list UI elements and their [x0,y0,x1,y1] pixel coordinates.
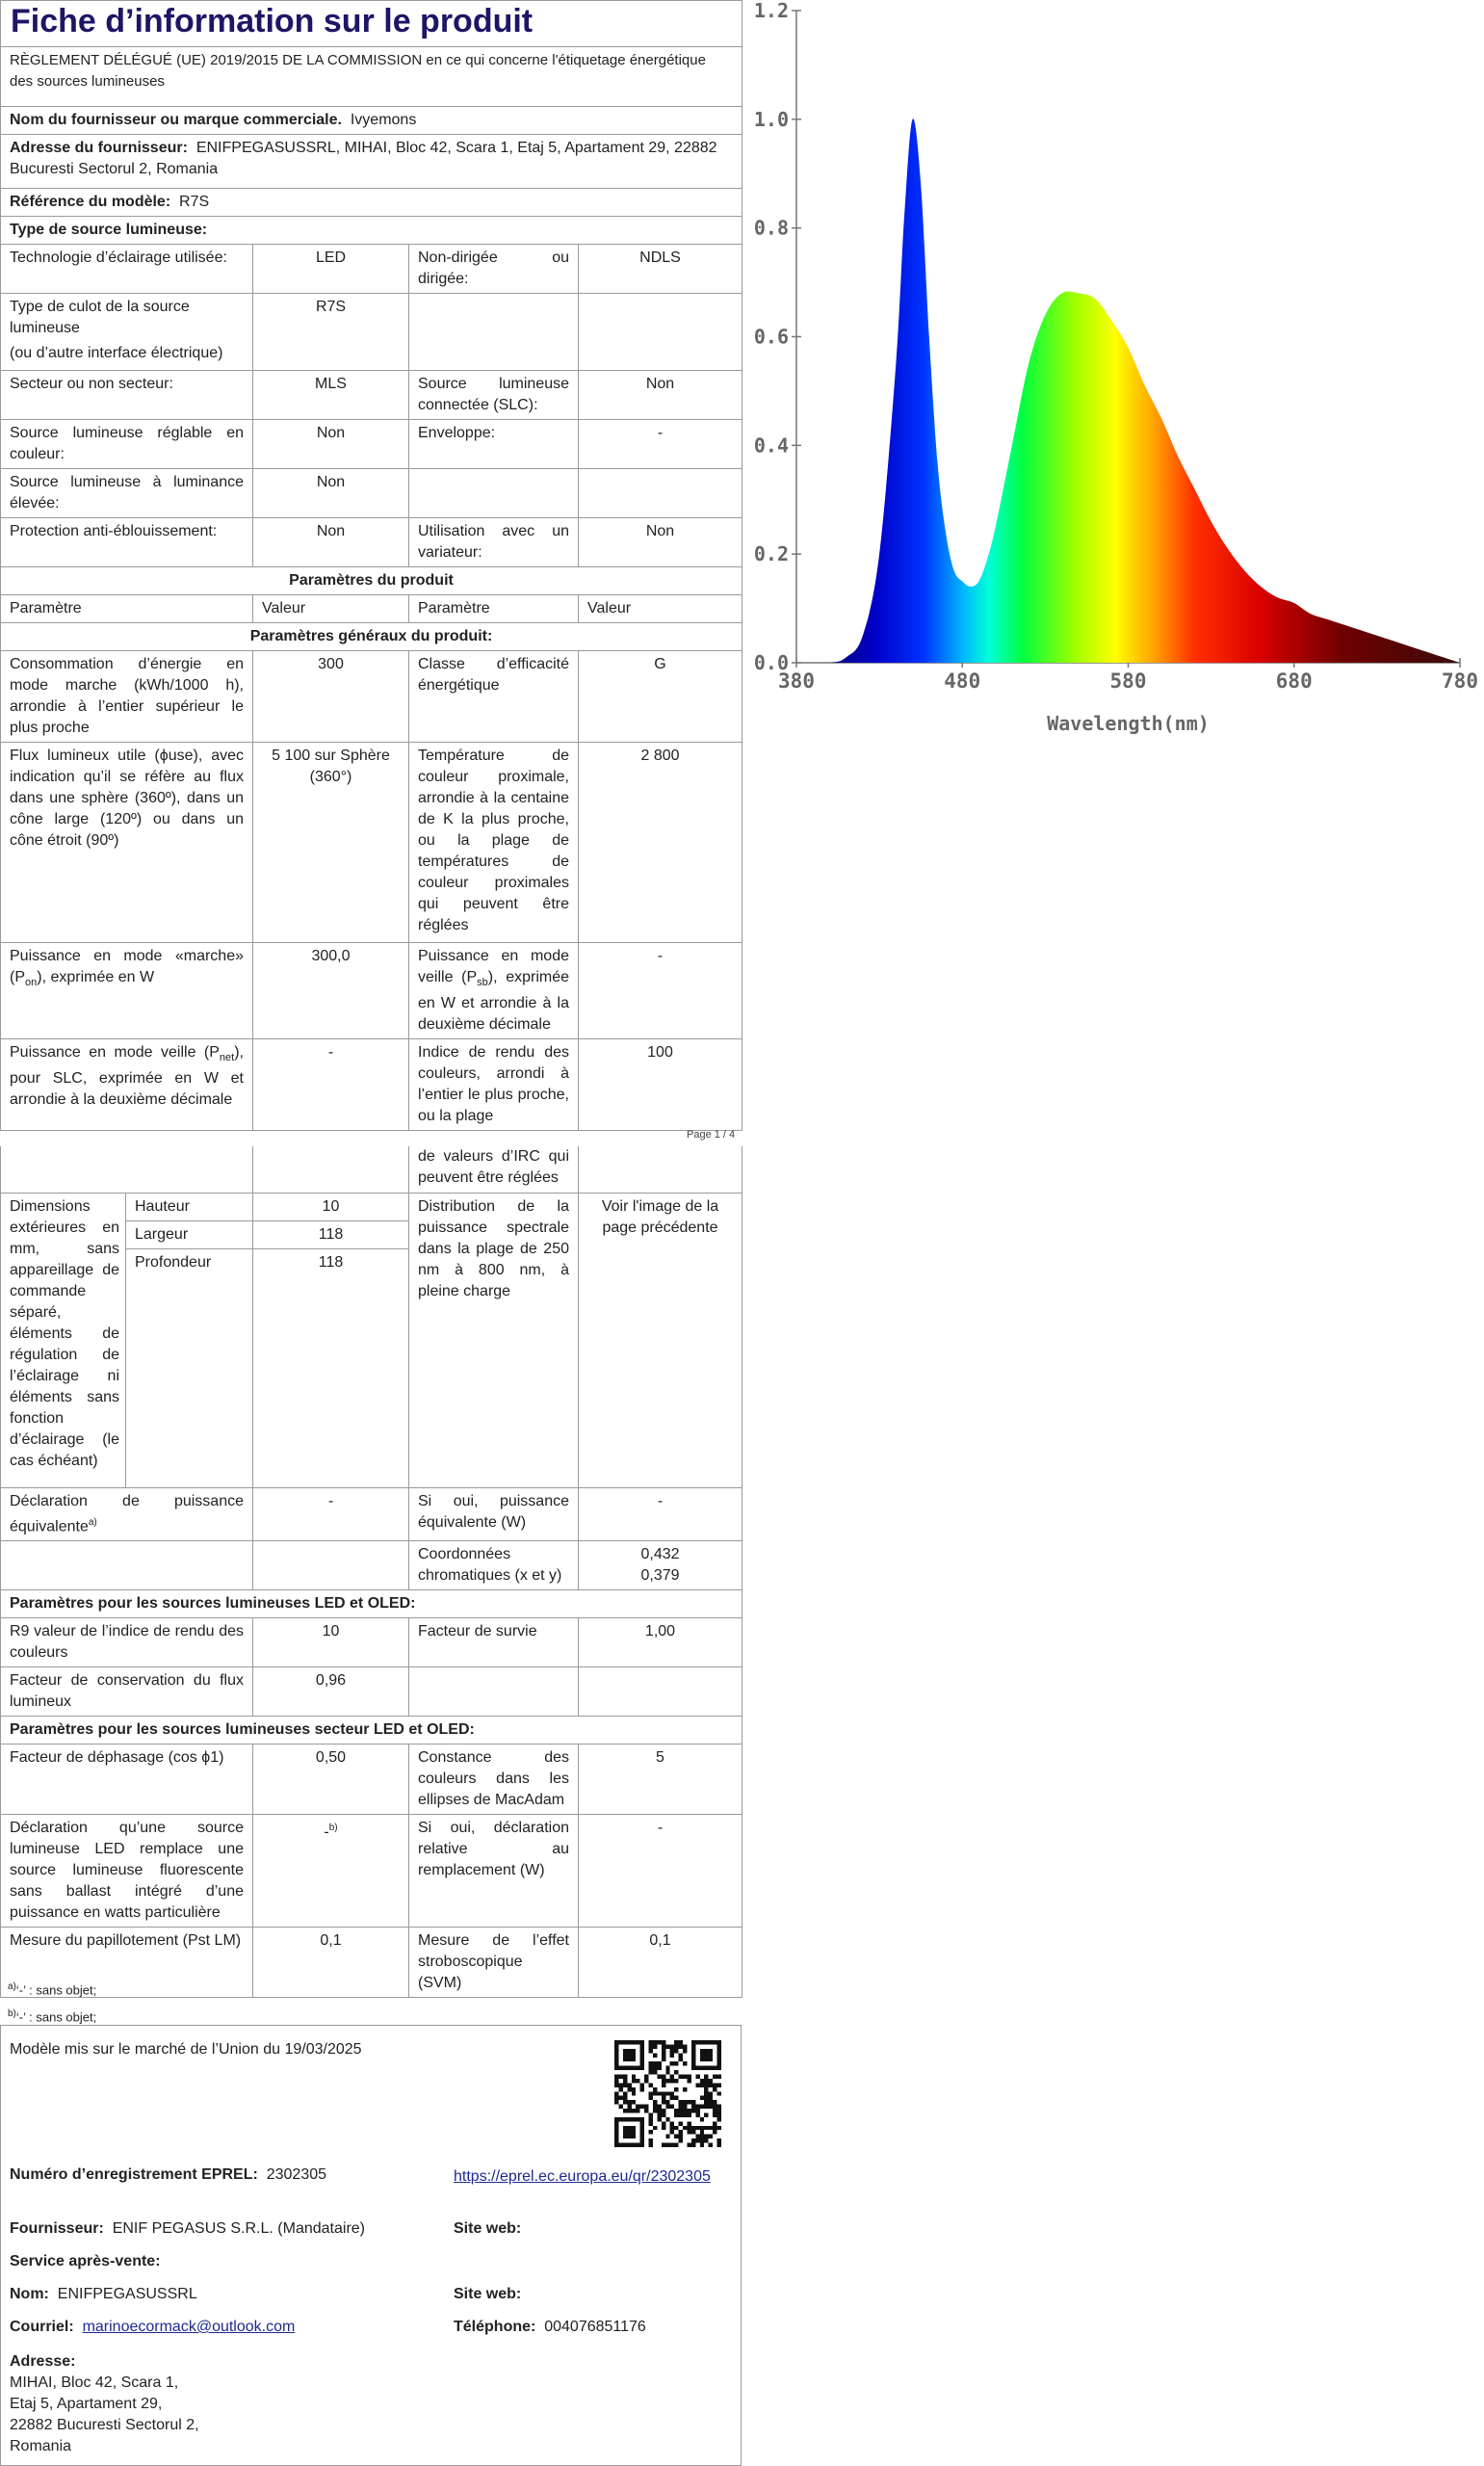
tunable-value: Non [253,420,409,469]
cri-label: Indice de rendu des couleurs, arrondi à l’entier le plus proche, ou la plage [409,1039,579,1131]
x-tick-label: 380 [778,669,815,693]
model-value: R7S [179,194,210,210]
col-header-value-2: Valeur [579,595,742,623]
y-tick-label: 1.2 [753,0,789,22]
cap-value: R7S [253,294,409,371]
mains-led-section-heading: Paramètres pour les sources lumineuses secteur LED et OLED: [1,1716,742,1744]
cosphi-value: 0,50 [253,1744,409,1814]
dimmer-label: Utilisation avec un variateur: [409,518,579,567]
height-label: Hauteur [126,1193,253,1220]
supplier-name-row: Nom du fournisseur ou marque commerciale. Ivyemons [1,107,742,135]
replace-value: -$^{b)}$ [253,1814,409,1927]
eprel-box [0,2025,742,2466]
x-axis-label: Wavelength(nm) [1047,712,1210,735]
survival-value: 1,00 [579,1617,742,1666]
supplier-address: ENIFPEGASUSSRL, MIHAI, Bloc 42, Scara 1, Etaj 5, Apartament 29, 22882 Bucuresti Sectorul 2, Romania [10,140,717,177]
replace-w-value: - [579,1814,742,1927]
width-label: Largeur [126,1220,253,1248]
flicker-label: Mesure du papillotement (Pst LM) [1,1927,253,1997]
cri-value: 100 [579,1039,742,1131]
eprel-link[interactable] [454,2166,714,2188]
pon-value: 300,0 [253,943,409,1039]
macadam-value: 5 [579,1744,742,1814]
flux-value: 5 100 sur Sphère (360°) [253,743,409,943]
x-tick-label: 480 [944,669,981,693]
eff-class-value: G [579,651,742,743]
page-title: Fiche d’information sur le produit [1,1,742,47]
anti-glare-value: Non [253,518,409,567]
chroma-label: Coordonnées chromatiques (x et y) [409,1540,579,1589]
footnote-b: $^{b)}$‘-’ : sans objet; [8,2008,97,2025]
high-lum-value: Non [253,469,409,518]
x-tick-label: 780 [1442,669,1478,693]
x-tick-label: 580 [1109,669,1147,693]
cct-label: Température de couleur proximale, arrondie à la centaine de K la plus proche, ou la plage de températures de couleur proximales qui peuvent être réglées [409,743,579,943]
x-tick-label: 680 [1275,669,1313,693]
envelope-value: - [579,420,742,469]
service-label: Service après-vente: [10,2253,161,2269]
mains-label: Secteur ou non secteur: [1,371,253,420]
replace-label: Déclaration qu’une source lumineuse LED remplace une source lumineuse fluorescente sans ballast intégré d’une puissance en watts particulière [1,1814,253,1927]
maint-value: 0,96 [253,1666,409,1716]
eprel-reg: 2302305 [266,2166,327,2183]
page-number: Page 1 / 4 [687,1129,736,1141]
r9-value: 10 [253,1617,409,1666]
width-value: 118 [253,1220,409,1248]
y-tick-label: 0.4 [753,433,789,458]
website-label: Site web: [454,2220,522,2237]
replace-w-label: Si oui, déclaration relative au remplacement (W) [409,1814,579,1927]
strobo-value: 0,1 [579,1927,742,1997]
led-section-heading: Paramètres pour les sources lumineuses LED et OLED: [1,1589,742,1617]
source-type-heading: Type de source lumineuse: [1,217,742,245]
footnote-a: $^{a)}$‘-’ : sans objet; [8,1981,97,1998]
equiv-label: Déclaration de puissance équivalente$^{a)}$ [1,1487,253,1540]
psb-label: Puissance en mode veille $(P_{sb})$, exprimée en W et arrondie à la deuxième décimale [409,943,579,1039]
connected-value: Non [579,371,742,420]
regulation-text: RÈGLEMENT DÉLÉGUÉ (UE) 2019/2015 DE LA COMMISSION en ce qui concerne l'étiquetage énergétique des sources lumineuses [1,47,742,107]
qr-code-icon[interactable] [614,2040,721,2147]
eprel-link-anchor[interactable]: https://eprel.ec.europa.eu/qr/2302305 [454,2168,711,2185]
col-header-param: Paramètre [1,595,253,623]
spectrum-chart [751,0,1484,742]
pnet-value: - [253,1039,409,1131]
maint-label: Facteur de conservation du flux lumineux [1,1666,253,1716]
survival-label: Facteur de survie [409,1617,579,1666]
equiv-value: - [253,1487,409,1540]
general-params-heading: Paramètres généraux du produit: [1,623,742,651]
contact-name-row: Nom: ENIFPEGASUSSRL [10,2286,197,2302]
eff-class-label: Classe d’efficacité énergétique [409,651,579,743]
psb-value: - [579,943,742,1039]
directional-label: Non-dirigée ou dirigée: [409,245,579,294]
high-lum-label: Source lumineuse à luminance élevée: [1,469,253,518]
spectrum-area [796,118,1460,663]
dims-label: Dimensions extérieures en mm, sans appareillage de commande séparé, éléments de régulation de l’éclairage ni éléments sans fonction d’éclairage (le cas échéant) [1,1193,126,1487]
supplier-address-row: Adresse du fournisseur: ENIFPEGASUSSRL, MIHAI, Bloc 42, Scara 1, Etaj 5, Apartament 29, 22882 Bucuresti Sectorul 2, Romania [1,135,742,189]
col-header-param-2: Paramètre [409,595,579,623]
flicker-value: 0,1 [253,1927,409,1997]
energy-value: 300 [253,651,409,743]
depth-label: Profondeur [126,1248,253,1487]
depth-value: 118 [253,1248,409,1487]
y-tick-label: 0.6 [753,325,789,349]
anti-glare-label: Protection anti-éblouissement: [1,518,253,567]
macadam-label: Constance des couleurs dans les ellipses de MacAdam [409,1744,579,1814]
cri-label-cont: de valeurs d’IRC qui peuvent être réglées [409,1146,579,1193]
params-section-heading: Paramètres du produit [1,567,742,595]
directional-value: NDLS [579,245,742,294]
model-row: Référence du modèle: R7S [1,189,742,217]
cct-value: 2 800 [579,743,742,943]
footnotes [8,1975,96,2030]
phone-row: Téléphone: 004076851176 [454,2319,646,2335]
energy-label: Consommation d’énergie en mode marche (kWh/1000 h), arrondie à l’entier supérieur le plus proche [1,651,253,743]
y-tick-label: 0.0 [753,651,789,674]
equiv-w-value: - [579,1487,742,1540]
email-link[interactable]: marinoecormack@outlook.com [82,2319,296,2335]
placed-on-market: Modèle mis sur le marché de l’Union du 19/03/2025 [10,2041,362,2058]
info-table-top [0,0,742,1131]
envelope-label: Enveloppe: [409,420,579,469]
address-block: Adresse: MIHAI, Bloc 42, Scara 1, Etaj 5, Apartament 29, 22882 Bucuresti Sectorul 2, Romania [10,2353,199,2454]
pon-label: Puissance en mode «marche» $(P_{on})$, exprimée en W [1,943,253,1039]
tech-label: Technologie d’éclairage utilisée: [1,245,253,294]
pnet-label: Puissance en mode veille $(P_{net})$, pour SLC, exprimée en W et arrondie à la deuxième décimale [1,1039,253,1131]
info-table-bottom [0,1146,742,1998]
equiv-w-label: Si oui, puissance équivalente (W) [409,1487,579,1540]
email-row: Courriel: marinoecormack@outlook.com [10,2319,296,2335]
strobo-label: Mesure de l’effet stroboscopique (SVM) [409,1927,579,1997]
y-tick-label: 1.0 [753,107,789,131]
flux-label: Flux lumineux utile (ϕuse), avec indication qu’il se réfère au flux dans une sphère (360º), dans un cône large (120º) ou dans un cône étroit (90º) [1,743,253,943]
supplier-row: Fournisseur: ENIF PEGASUS S.R.L. (Mandataire) [10,2220,365,2237]
supplier-name: Ivyemons [350,112,417,128]
y-tick-label: 0.2 [753,542,789,566]
website-label-2: Site web: [454,2286,522,2302]
tunable-label: Source lumineuse réglable en couleur: [1,420,253,469]
mains-value: MLS [253,371,409,420]
y-tick-label: 0.8 [753,216,789,240]
connected-label: Source lumineuse connectée (SLC): [409,371,579,420]
col-header-value: Valeur [253,595,409,623]
dimmer-value: Non [579,518,742,567]
r9-label: R9 valeur de l’indice de rendu des couleurs [1,1617,253,1666]
spd-value: Voir l'image de la page précédente [579,1193,742,1487]
tech-value: LED [253,245,409,294]
eprel-reg-row: Numéro d’enregistrement EPREL: 2302305 [10,2166,327,2183]
height-value: 10 [253,1193,409,1220]
chroma-value: 0,432 0,379 [579,1540,742,1589]
cosphi-label: Facteur de déphasage (cos ϕ1) [1,1744,253,1814]
spd-label: Distribution de la puissance spectrale dans la plage de 250 nm à 800 nm, à pleine charge [409,1193,579,1487]
cap-label: Type de culot de la source lumineuse (ou d’autre interface électrique) [1,294,253,371]
